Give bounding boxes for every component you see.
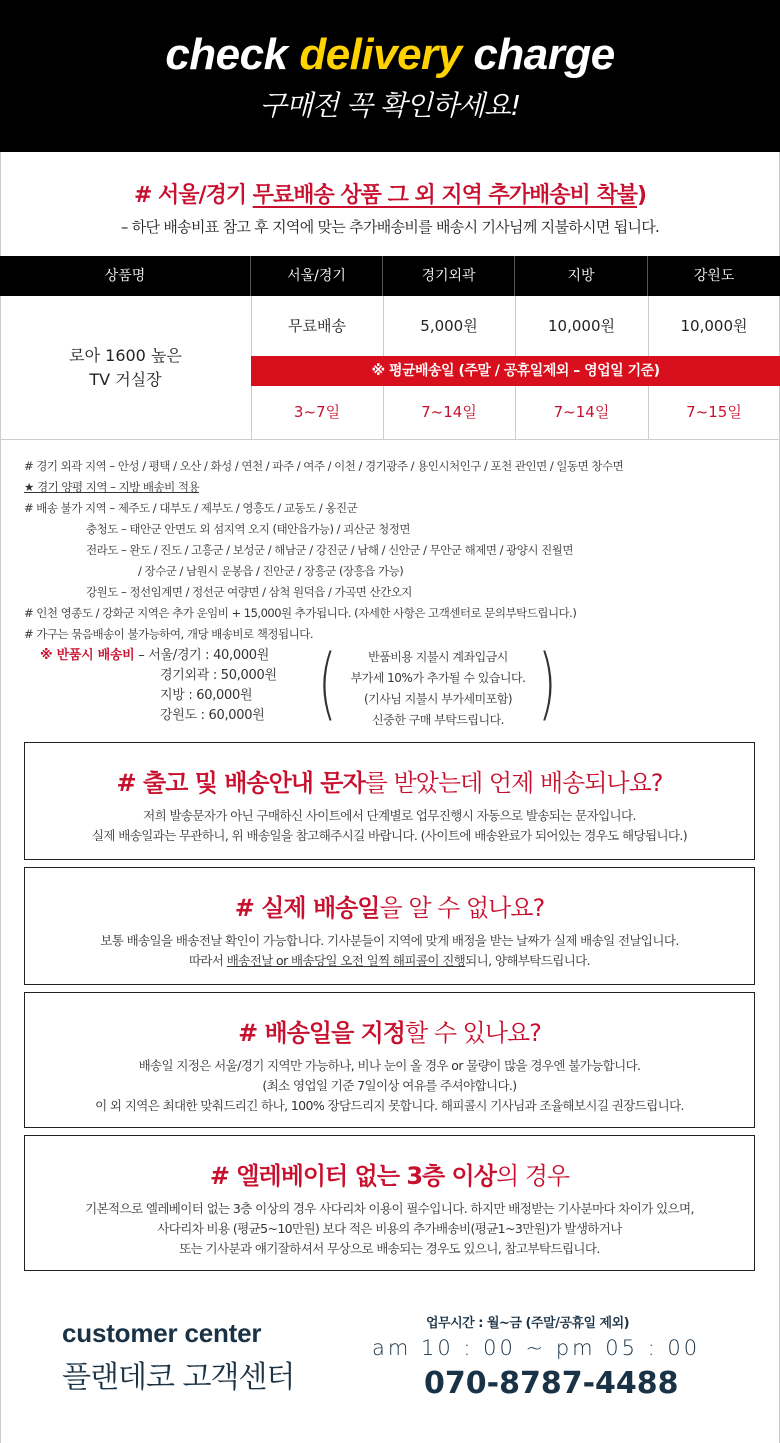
faq-question-bold: # 실제 배송일	[234, 894, 380, 922]
business-hours-label: 업무시간 : 월~금 (주말/공휴일 제외)	[426, 1316, 630, 1331]
business-hours: am 10 : 00 ~ pm 05 : 00	[372, 1336, 701, 1360]
faq-question-bold: # 배송일을 지정	[238, 1019, 405, 1047]
faq-question-rest: 할 수 있나요?	[405, 1019, 541, 1047]
faq-question	[25, 763, 754, 798]
return-fee-line	[40, 646, 277, 666]
faq-question-rest: 을 알 수 없나요?	[379, 894, 545, 922]
title-part2: charge	[461, 30, 615, 79]
faq-question-rest: 를 받았는데 언제 배송되나요?	[364, 769, 663, 797]
phone-number[interactable]: 070-8787-4488	[424, 1366, 679, 1401]
faq-answer	[25, 806, 754, 846]
note-line: # 배송 불가 지역 – 제주도 / 대부도 / 제부도 / 영흥도 / 교동도 / 옹진군	[24, 501, 358, 515]
table-header-row	[0, 256, 780, 296]
faq-box-no-elevator	[24, 1135, 755, 1271]
faq-answer	[25, 1199, 754, 1259]
header-title	[0, 30, 780, 80]
note-line: 전라도 – 완도 / 진도 / 고흥군 / 보성군 / 해남군 / 강진군 / 남해 / 신안군 / 무안군 해제면 / 광양시 진월면	[86, 543, 573, 557]
faq-answer-line: 배송일 지정은 서울/경기 지역만 가능하나, 비나 눈이 올 경우 or 물량이 많을 경우엔 불가능합니다.	[138, 1058, 641, 1073]
note-line: 강원도 – 정선임계면 / 정선군 여량면 / 삼척 원덕읍 / 가곡면 산간오지	[86, 585, 412, 599]
faq-question	[25, 1013, 754, 1048]
fee-gyeonggi-outer: 5,000원	[420, 317, 478, 335]
faq-answer-prefix: 따라서	[188, 953, 227, 968]
days-gangwon: 7~15일	[686, 403, 742, 421]
faq-question-bold: # 출고 및 배송안내 문자	[116, 769, 365, 797]
fee-seoul: 무료배송	[288, 317, 346, 335]
headline-underlined: 무료배송 상품 그 외 지역 추가배송비 착불	[252, 183, 637, 208]
faq-box-specify-date	[24, 992, 755, 1128]
faq-box-sms	[24, 742, 755, 860]
faq-question	[25, 888, 754, 923]
faq-answer-line	[25, 951, 754, 971]
return-note-line: 반품비용 지불시 계좌입금시	[368, 650, 508, 664]
header-subtitle: 구매전 꼭 확인하세요!	[259, 89, 521, 122]
faq-box-delivery-date	[24, 867, 755, 985]
left-parenthesis: (	[318, 639, 337, 729]
return-fee-note	[338, 647, 538, 731]
note-line: # 가구는 묶음배송이 불가능하여, 개당 배송비로 책정됩니다.	[24, 627, 313, 641]
faq-answer-line: 사다리차 비용 (평균5~10만원) 보다 적은 비용의 추가배송비(평균1~3만원)가 발생하거나	[157, 1221, 622, 1236]
faq-question-bold: # 엘레베이터 없는 3층 이상	[209, 1162, 496, 1190]
headline-subtext: – 하단 배송비표 참고 후 지역에 맞는 추가배송비를 배송시 기사님께 지불하시면 됩니다.	[120, 218, 660, 236]
th-gangwon: 강원도	[693, 268, 735, 284]
faq-answer-line: 저희 발송문자가 아닌 구매하신 사이트에서 단계별로 업무진행시 자동으로 발송되는 문자입니다.	[143, 808, 636, 823]
faq-answer-line: 이 외 지역은 최대한 맞춰드리긴 하나, 100% 장담드리지 못합니다. 해피콜시 기사님과 조율해보시길 권장드립니다.	[95, 1098, 684, 1113]
title-part1: check	[165, 30, 300, 79]
table-bottom-line	[0, 439, 780, 440]
faq-answer-line: 보통 배송일을 배송전날 확인이 가능합니다. 기사분들이 지역에 맞게 배정을 받는 날짜가 실제 배송일 전날입니다.	[100, 933, 679, 948]
note-line: / 장수군 / 남원시 운봉읍 / 진안군 / 장흥군 (장흥읍 가능)	[138, 564, 404, 578]
return-fee-line: 지방 : 60,000원	[160, 688, 253, 703]
th-gyeonggi-outer: 경기외곽	[383, 256, 515, 296]
return-fee-line: 경기외곽 : 50,000원	[160, 668, 277, 683]
note-line: ★ 경기 양평 지역 – 지방 배송비 적용	[24, 480, 200, 494]
days-gyeonggi-outer: 7~14일	[421, 403, 477, 421]
return-note-line: (기사님 지불시 부가세미포함)	[363, 692, 513, 706]
days-province: 7~14일	[553, 403, 610, 421]
faq-question-rest: 의 경우	[495, 1162, 570, 1190]
faq-question	[25, 1156, 754, 1191]
title-highlight: delivery	[299, 30, 462, 79]
return-note-line: 신중한 구매 부탁드립니다.	[372, 713, 504, 727]
return-fee-line: 강원도 : 60,000원	[160, 708, 265, 723]
right-parenthesis: )	[538, 639, 557, 729]
region-notes	[24, 456, 623, 645]
return-fee-seoul: – 서울/경기 : 40,000원	[138, 648, 270, 663]
faq-answer-suffix: 되니, 양해부탁드립니다.	[465, 953, 591, 968]
note-line: # 경기 외곽 지역 – 안성 / 평택 / 오산 / 화성 / 연천 / 파주 / 여주 / 이천 / 경기광주 / 용인시처인구 / 포천 관인면 / 일동면 창수면	[24, 459, 624, 473]
return-fee-label: ※ 반품시 배송비	[40, 648, 135, 663]
note-line: # 인천 영종도 / 강화군 지역은 추가 운임비 + 15,000원 추가됩니다. (자세한 사항은 고객센터로 문의부탁드립니다.)	[24, 606, 577, 620]
faq-answer-line: (최소 영업일 기준 7일이상 여유를 주셔야합니다.)	[262, 1078, 517, 1093]
customer-center-title-ko: 플랜데코 고객센터	[62, 1360, 295, 1395]
fee-gangwon: 10,000원	[680, 317, 748, 335]
faq-answer-line: 또는 기사분과 얘기잘하셔서 무상으로 배송되는 경우도 있으니, 참고부탁드립니다.	[179, 1241, 600, 1256]
faq-answer-underlined: 배송전날 or 배송당일 오전 일찍 해피콜이 진행	[226, 953, 466, 968]
free-shipping-headline	[0, 178, 780, 209]
headline-suffix: )	[636, 183, 647, 208]
days-seoul: 3~7일	[293, 403, 341, 421]
header-banner	[0, 0, 780, 152]
faq-answer-line: 실제 배송일과는 무관하니, 위 배송일을 참고해주시길 바랍니다. (사이트에 배송완료가 되어있는 경우도 해당됩니다.)	[91, 828, 688, 843]
return-note-line: 부가세 10%가 추가될 수 있습니다.	[350, 671, 526, 685]
th-province: 지방	[515, 256, 648, 296]
product-name	[0, 344, 251, 392]
faq-answer	[25, 1056, 754, 1116]
customer-center-title-en: customer center	[62, 1318, 262, 1348]
avg-delivery-note: ※ 평균배송일 (주말 / 공휴일제외 – 영업일 기준)	[251, 356, 780, 386]
product-name-line2: TV 거실장	[89, 370, 162, 389]
faq-answer-line: 기본적으로 엘레베이터 없는 3층 이상의 경우 사다리차 이용이 필수입니다. 하지만 배정받는 기사분마다 차이가 있으며,	[85, 1201, 694, 1216]
product-name-line1: 로아 1600 높은	[69, 346, 182, 365]
fee-province: 10,000원	[548, 317, 615, 335]
th-product: 상품명	[0, 256, 251, 296]
headline-prefix: # 서울/경기	[133, 183, 253, 208]
note-line: 충청도 – 태안군 안면도 외 섬지역 오지 (태안읍가능) / 괴산군 청정면	[86, 522, 410, 536]
return-fee	[40, 646, 277, 726]
faq-answer	[25, 931, 754, 971]
th-seoul: 서울/경기	[251, 256, 383, 296]
